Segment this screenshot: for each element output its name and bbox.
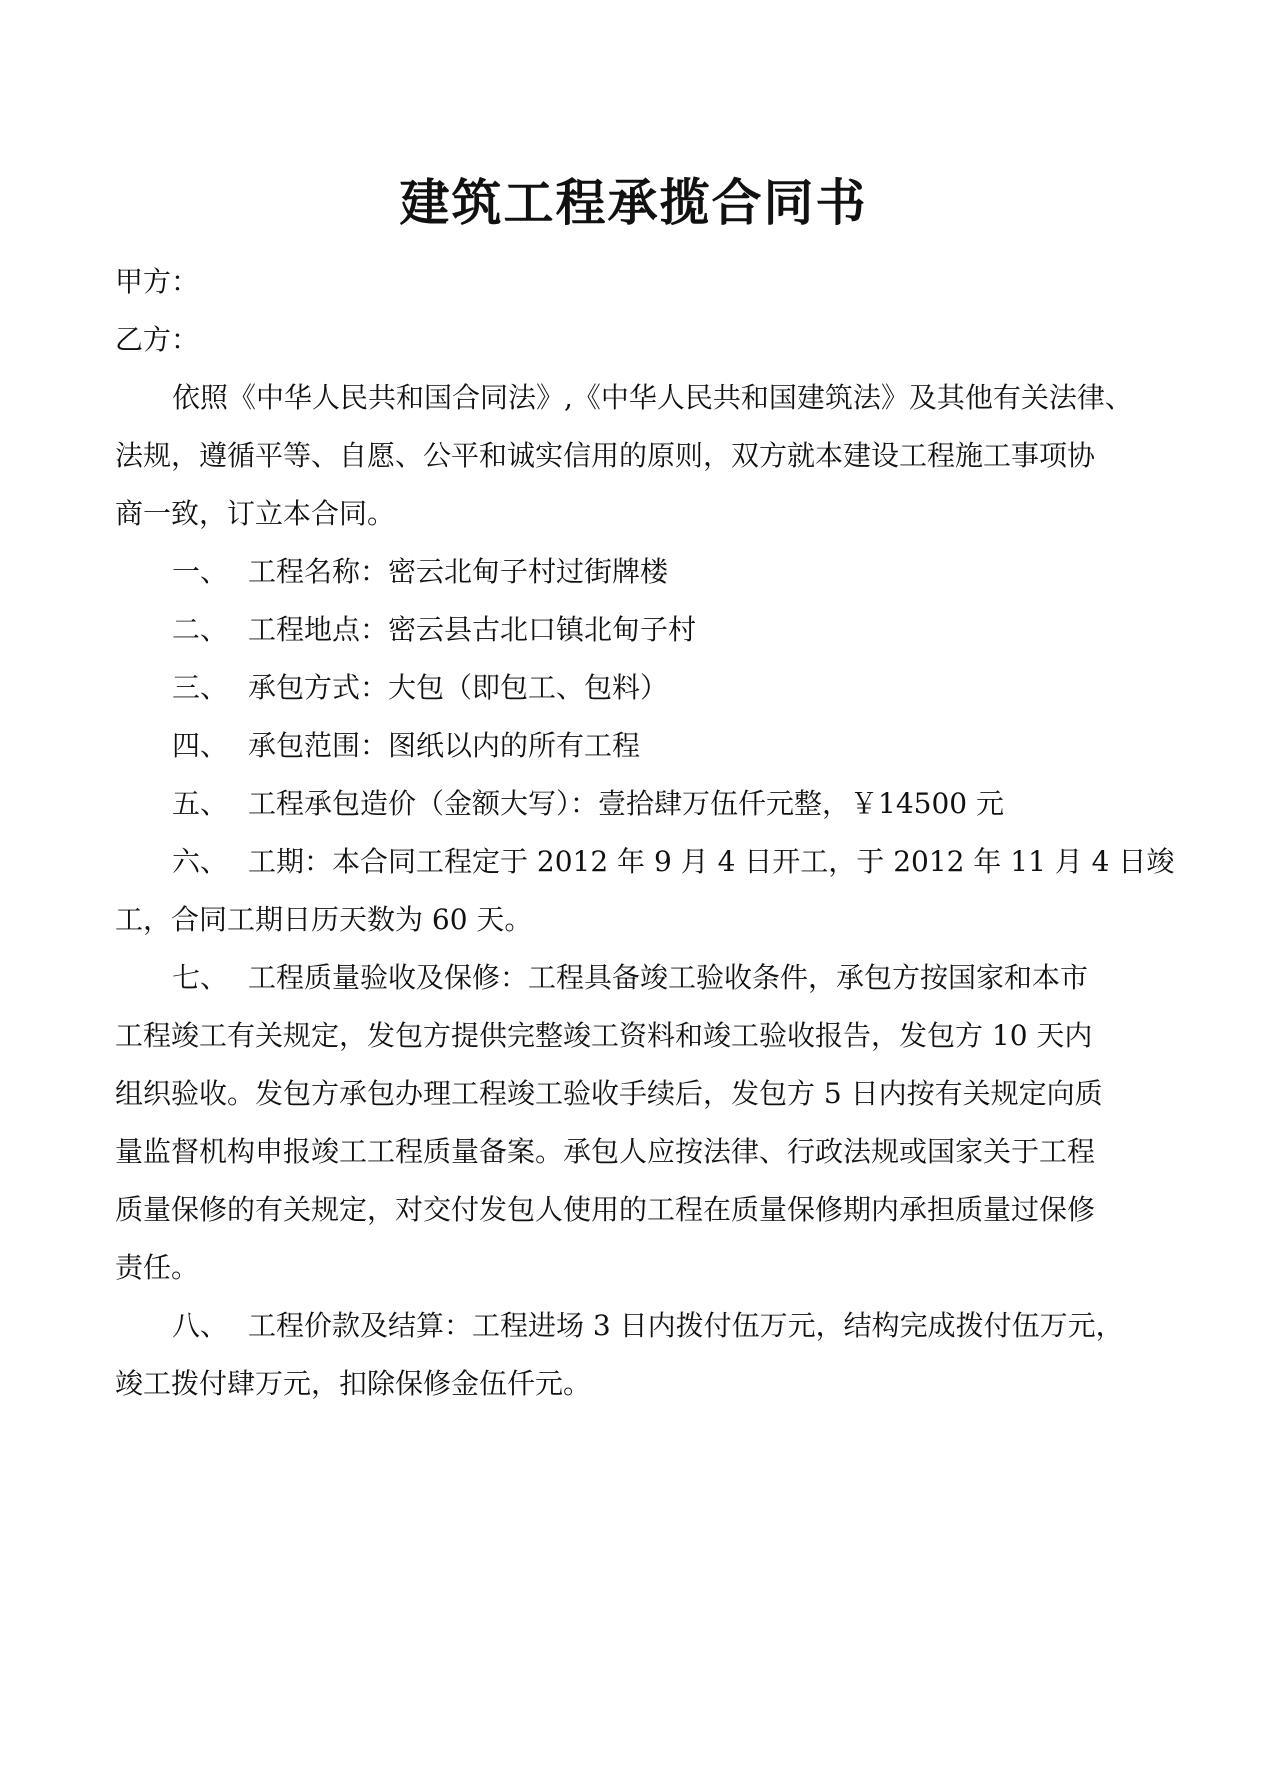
clause-text: 承包范围：图纸以内的所有工程 (248, 729, 641, 762)
clause-7-continuation: 工程竣工有关规定，发包方提供完整竣工资料和竣工验收报告，发包方 10 天内 (115, 1019, 1093, 1052)
clause-text: 承包方式：大包（即包工、包料） (248, 671, 669, 704)
clause-number: 一、 (172, 555, 229, 588)
clause-number: 二、 (172, 613, 229, 646)
clause-text: 工程地点：密云县古北口镇北甸子村 (248, 613, 697, 646)
preamble-line-3: 商一致，订立本合同。 (115, 497, 396, 530)
clause-number: 五、 (172, 787, 229, 820)
clause-7 (172, 958, 1202, 998)
clause-text: 工期：本合同工程定于 2012 年 9 月 4 日开工，于 2012 年 11 月 4 日竣 (248, 845, 1175, 878)
clause-7-continuation: 责任。 (115, 1251, 200, 1284)
preamble-line-1: 依照《中华人民共和国合同法》,《中华人民共和国建筑法》及其他有关法律、 (172, 381, 1133, 414)
clause-number: 六、 (172, 845, 229, 878)
clause-number: 八、 (172, 1309, 229, 1342)
party-a-label: 甲方： (115, 265, 200, 298)
clause-7-continuation: 组织验收。发包方承包办理工程竣工验收手续后，发包方 5 日内按有关规定向质 (115, 1077, 1103, 1110)
clause-3 (172, 668, 1202, 708)
clause-text: 工程承包造价（金额大写）：壹拾肆万伍仟元整，￥14500 元 (248, 787, 1004, 820)
clause-8-continuation: 竣工拨付肆万元，扣除保修金伍仟元。 (115, 1367, 592, 1400)
clause-2 (172, 610, 1202, 650)
clause-1 (172, 552, 1202, 592)
clause-number: 七、 (172, 961, 229, 994)
clause-text: 工程名称：密云北甸子村过街牌楼 (248, 555, 669, 588)
clause-number: 四、 (172, 729, 229, 762)
document-title: 建筑工程承揽合同书 (399, 174, 868, 232)
clause-6 (172, 842, 1202, 882)
preamble-line-2: 法规，遵循平等、自愿、公平和诚实信用的原则，双方就本建设工程施工事项协 (115, 439, 1096, 472)
party-b-label: 乙方： (115, 323, 200, 356)
clause-text: 工程质量验收及保修：工程具备竣工验收条件，承包方按国家和本市 (248, 961, 1089, 994)
clause-6-continuation: 工，合同工期日历天数为 60 天。 (115, 903, 533, 936)
clause-text: 工程价款及结算：工程进场 3 日内拨付伍万元，结构完成拨付伍万元， (248, 1309, 1124, 1342)
clause-8 (172, 1306, 1202, 1346)
clause-7-continuation: 量监督机构申报竣工工程质量备案。承包人应按法律、行政法规或国家关于工程 (115, 1135, 1096, 1168)
clause-5 (172, 784, 1202, 824)
clause-4 (172, 726, 1202, 766)
clause-number: 三、 (172, 671, 229, 704)
clause-7-continuation: 质量保修的有关规定，对交付发包人使用的工程在质量保修期内承担质量过保修 (115, 1193, 1096, 1226)
